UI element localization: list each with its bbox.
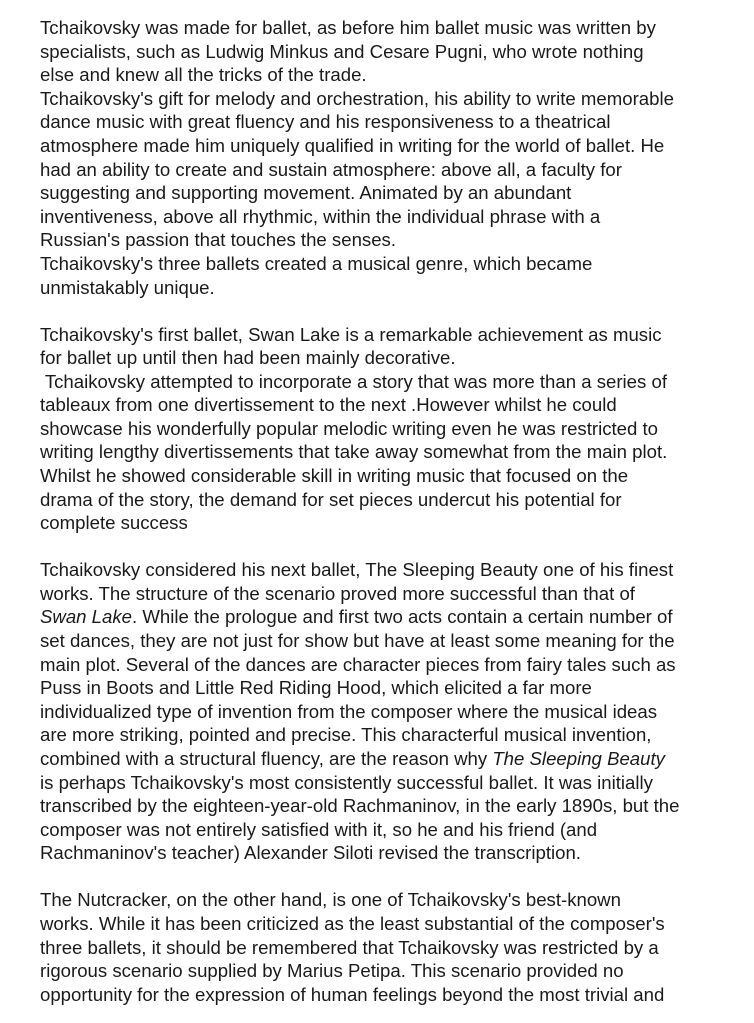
text-line: works. While it has been criticized as the least substantial of the composer's [40, 912, 665, 934]
paragraph-spacer [40, 535, 730, 558]
document-page [40, 16, 730, 1006]
text-line: individualized type of invention from the composer where the musical ideas [40, 700, 658, 722]
text-line: atmosphere made him uniquely qualified in writing for the world of ballet. He [40, 134, 665, 156]
text-line: drama of the story, the demand for set pieces undercut his potential for [40, 488, 622, 510]
text-line: Tchaikovsky's gift for melody and orchestration, his ability to write memorable [40, 87, 674, 109]
text-line: composer was not entirely satisfied with it, so he and his friend (and [40, 818, 598, 840]
text-line: writing lengthy divertissements that take away somewhat from the main plot. [40, 441, 668, 463]
text-line: Rachmaninov's teacher) Alexander Siloti revised the transcription. [40, 842, 581, 864]
text-line: else and knew all the tricks of the trade. [40, 64, 367, 86]
text-line: dance music with great fluency and his responsiveness to a theatrical [40, 111, 611, 133]
italic-title: Swan Lake [40, 606, 132, 628]
text-line: three ballets, it should be remembered that Tchaikovsky was restricted by a [40, 936, 659, 958]
paragraph-swan-lake [40, 323, 730, 535]
paragraph-sleeping-beauty [40, 558, 730, 865]
text-line: tableaux from one divertissement to the next .However whilst he could [40, 394, 617, 416]
text-line: are more striking, pointed and precise. This characterful musical invention, [40, 724, 652, 746]
paragraph-intro [40, 16, 730, 299]
text-line: Tchaikovsky's first ballet, Swan Lake is a remarkable achievement as music [40, 323, 662, 345]
text-line: complete success [40, 512, 188, 534]
text-line: Tchaikovsky's three ballets created a musical genre, which became [40, 252, 593, 274]
text-line: for ballet up until then had been mainly decorative. [40, 347, 456, 369]
text-line: Whilst he showed considerable skill in writing music that focused on the [40, 465, 629, 487]
text-line: is perhaps Tchaikovsky's most consistently successful ballet. It was initially [40, 771, 653, 793]
text-line: works. The structure of the scenario proved more successful than that of [40, 582, 635, 604]
text-line: unmistakably unique. [40, 276, 215, 298]
paragraph-spacer [40, 865, 730, 888]
text-line: transcribed by the eighteen-year-old Rachmaninov, in the early 1890s, but the [40, 795, 680, 817]
text-line: Tchaikovsky was made for ballet, as before him ballet music was written by [40, 17, 656, 38]
text-line [40, 605, 730, 629]
text-line: showcase his wonderfully popular melodic writing even he was restricted to [40, 417, 659, 439]
text-line: Russian's passion that touches the senses. [40, 229, 397, 251]
text-line: opportunity for the expression of human feelings beyond the most trivial and [40, 983, 665, 1005]
paragraph-nutcracker [40, 888, 730, 1006]
paragraph-spacer [40, 299, 730, 322]
text-run: combined with a structural fluency, are the reason why [40, 748, 493, 769]
text-line: Tchaikovsky considered his next ballet, The Sleeping Beauty one of his finest [40, 559, 674, 581]
text-line: main plot. Several of the dances are character pieces from fairy tales such as [40, 653, 676, 675]
text-line [40, 747, 730, 771]
text-line: set dances, they are not just for show but have at least some meaning for the [40, 630, 675, 652]
text-line: The Nutcracker, on the other hand, is one of Tchaikovsky's best-known [40, 889, 621, 911]
text-line: Puss in Boots and Little Red Riding Hood, which elicited a far more [40, 677, 592, 699]
text-line: suggesting and supporting movement. Animated by an abundant [40, 182, 572, 204]
text-line: rigorous scenario supplied by Marius Petipa. This scenario provided no [40, 960, 624, 982]
text-line: Tchaikovsky attempted to incorporate a story that was more than a series of [40, 370, 667, 392]
text-line: had an ability to create and sustain atmosphere: above all, a faculty for [40, 158, 622, 180]
text-line: inventiveness, above all rhythmic, within the individual phrase with a [40, 205, 601, 227]
text-line: specialists, such as Ludwig Minkus and Cesare Pugni, who wrote nothing [40, 40, 644, 62]
italic-title: The Sleeping Beauty [492, 748, 665, 769]
text-run: . While the prologue and first two acts contain a certain number of [132, 606, 673, 628]
